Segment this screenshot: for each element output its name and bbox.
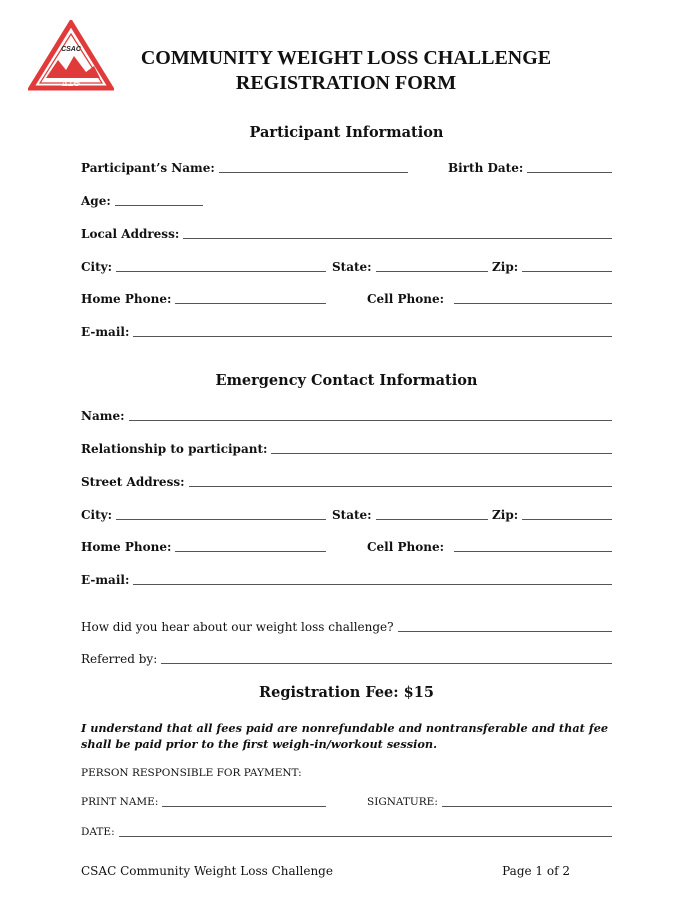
emergency-home-phone-field[interactable] xyxy=(81,537,326,555)
birth-date-label: Birth Date: xyxy=(448,161,524,175)
cell-phone-field[interactable] xyxy=(367,289,612,307)
cell-phone-label: Cell Phone: xyxy=(367,292,445,306)
local-address-field[interactable] xyxy=(81,224,612,242)
emergency-home-phone-label: Home Phone: xyxy=(81,540,172,554)
emergency-city-label: City: xyxy=(81,508,113,522)
print-name-field[interactable] xyxy=(81,792,326,810)
participant-name-label: Participant’s Name: xyxy=(81,161,215,175)
participant-heading: Participant Information xyxy=(249,124,444,141)
form-subtitle: REGISTRATION FORM xyxy=(235,72,457,94)
street-address-label: Street Address: xyxy=(81,475,185,489)
local-address-label: Local Address: xyxy=(81,227,180,241)
participant-name-field[interactable] xyxy=(81,158,408,176)
signature-label: SIGNATURE: xyxy=(367,796,438,808)
emergency-email-field[interactable] xyxy=(81,570,612,588)
emergency-heading: Emergency Contact Information xyxy=(215,372,478,389)
emergency-name-label: Name: xyxy=(81,409,125,423)
how-hear-label: How did you hear about our weight loss challenge? xyxy=(81,620,394,634)
emergency-state-field[interactable] xyxy=(332,505,488,523)
referred-by-label: Referred by: xyxy=(81,652,158,666)
home-phone-label: Home Phone: xyxy=(81,292,172,306)
chapter-logo xyxy=(28,20,114,92)
fee-statement: I understand that all fees paid are nonrefundable and nontransferable and that fee shall be paid prior to the first weigh-in/workout session. xyxy=(81,721,609,751)
emergency-zip-label: Zip: xyxy=(492,508,519,522)
city-field[interactable] xyxy=(81,257,326,275)
home-phone-field[interactable] xyxy=(81,289,326,307)
logo-text: CSAC xyxy=(61,46,81,53)
footer-title: CSAC Community Weight Loss Challenge xyxy=(81,864,333,878)
form-title: COMMUNITY WEIGHT LOSS CHALLENGE xyxy=(140,47,552,69)
zip-label: Zip: xyxy=(492,260,519,274)
logo-greek: ΔΣΘ xyxy=(62,79,80,88)
fee-heading: Registration Fee: $15 xyxy=(259,684,434,701)
email-label: E-mail: xyxy=(81,325,130,339)
page-number: Page 1 of 2 xyxy=(502,864,570,878)
signature-field[interactable] xyxy=(367,792,612,810)
state-label: State: xyxy=(332,260,372,274)
emergency-zip-field[interactable] xyxy=(492,505,612,523)
relationship-label: Relationship to participant: xyxy=(81,442,268,456)
emergency-cell-phone-field[interactable] xyxy=(367,537,612,555)
print-name-label: PRINT NAME: xyxy=(81,796,159,808)
email-field[interactable] xyxy=(81,322,612,340)
state-field[interactable] xyxy=(332,257,488,275)
relationship-field[interactable] xyxy=(81,439,612,457)
age-label: Age: xyxy=(81,194,111,208)
responsible-label: PERSON RESPONSIBLE FOR PAYMENT: xyxy=(81,767,302,779)
date-field[interactable] xyxy=(81,822,612,840)
emergency-cell-phone-label: Cell Phone: xyxy=(367,540,445,554)
street-address-field[interactable] xyxy=(81,472,612,490)
emergency-state-label: State: xyxy=(332,508,372,522)
how-hear-field[interactable] xyxy=(81,617,612,635)
age-field[interactable] xyxy=(81,191,203,209)
emergency-city-field[interactable] xyxy=(81,505,326,523)
date-label: DATE: xyxy=(81,826,115,838)
referred-by-field[interactable] xyxy=(81,649,612,667)
zip-field[interactable] xyxy=(492,257,612,275)
emergency-name-field[interactable] xyxy=(81,406,612,424)
city-label: City: xyxy=(81,260,113,274)
emergency-email-label: E-mail: xyxy=(81,573,130,587)
birth-date-field[interactable] xyxy=(448,158,612,176)
